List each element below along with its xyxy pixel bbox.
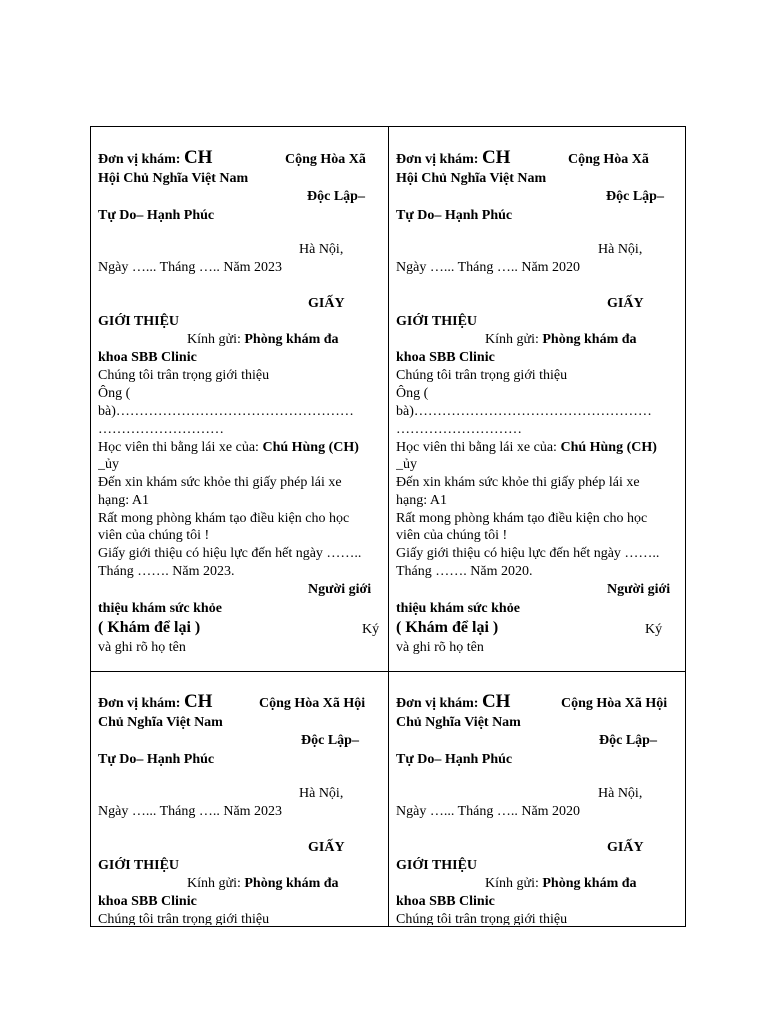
motto-line-1: Độc Lập– (307, 189, 365, 204)
student-label: Học viên thi bằng lái xe của: (98, 440, 259, 455)
nation-line-2: Hội Chủ Nghĩa Việt Nam (396, 171, 547, 186)
recipient-value-2: khoa SBB Clinic (98, 350, 197, 365)
validity-line-2: Tháng ……. Năm 2023. (98, 564, 235, 579)
unit-label: Đơn vị khám: (396, 152, 479, 167)
recipient-label: Kính gửi: (187, 876, 241, 891)
motto-line-2: Tự Do– Hạnh Phúc (98, 752, 215, 767)
sign-line-2: và ghi rõ họ tên (98, 640, 186, 655)
date-line: Ngày …... Tháng ….. Năm 2023 (98, 260, 283, 275)
request-line-2: viên của chúng tôi ! (98, 528, 210, 543)
motto-line-2: Tự Do– Hạnh Phúc (396, 208, 513, 223)
mr-line-2: bà)…………………………………………… (396, 404, 652, 419)
letters-table (90, 126, 686, 927)
mr-line-1: Ông ( (396, 386, 429, 401)
column-divider (388, 127, 389, 926)
unit-label: Đơn vị khám: (98, 696, 181, 711)
signer-line-1: Người giới (607, 582, 671, 597)
motto-line-2: Tự Do– Hạnh Phúc (396, 752, 513, 767)
nation-line-2: Hội Chủ Nghĩa Việt Nam (98, 171, 249, 186)
sign-line-1: Ký (362, 622, 380, 637)
unit-value: CH (481, 149, 511, 168)
date-line: Ngày …... Tháng ….. Năm 2020 (396, 804, 581, 819)
motto-line-1: Độc Lập– (599, 733, 657, 748)
recipient-value-1: Phòng khám đa (244, 876, 339, 891)
nation-line-1: Cộng Hòa Xã (568, 152, 649, 167)
purpose-line-1: Đến xin khám sức khỏe thi giấy phép lái xe (396, 475, 640, 490)
recipient-value-1: Phòng khám đa (542, 332, 637, 347)
nation-line-2: Chủ Nghĩa Việt Nam (396, 715, 521, 730)
mr-line-3: ……………………… (396, 422, 522, 437)
letter-bottom-right (396, 693, 681, 925)
recipient-label: Kính gửi: (485, 876, 539, 891)
title-line-2: GIỚI THIỆU (396, 314, 478, 329)
request-line-2: viên của chúng tôi ! (396, 528, 508, 543)
title-line-1: GIẤY (607, 840, 644, 855)
student-value: Chú Hùng (CH) (560, 440, 657, 455)
keep-note: ( Khám để lại ) (396, 619, 499, 636)
recipient-label: Kính gửi: (187, 332, 241, 347)
place: Hà Nội, (299, 786, 344, 801)
validity-line-1: Giấy giới thiệu có hiệu lực đến hết ngày …….. (98, 546, 362, 561)
motto-line-2: Tự Do– Hạnh Phúc (98, 208, 215, 223)
unit-value: CH (183, 149, 213, 168)
student-label: Học viên thi bằng lái xe của: (396, 440, 557, 455)
intro-line: Chúng tôi trân trọng giới thiệu (396, 368, 568, 383)
mr-line-3: ……………………… (98, 422, 224, 437)
purpose-line-2: hạng: A1 (98, 493, 149, 508)
recipient-value-2: khoa SBB Clinic (396, 894, 495, 909)
signer-line-2: thiệu khám sức khỏe (98, 601, 222, 616)
nation-line-1: Cộng Hòa Xã Hội (561, 696, 668, 711)
sign-line-1: Ký (645, 622, 663, 637)
recipient-value-2: khoa SBB Clinic (98, 894, 197, 909)
student-suffix: _ủy (396, 457, 417, 472)
recipient-label: Kính gửi: (485, 332, 539, 347)
row-divider (91, 671, 685, 672)
motto-line-1: Độc Lập– (301, 733, 359, 748)
title-line-2: GIỚI THIỆU (98, 314, 180, 329)
student-value: Chú Hùng (CH) (262, 440, 359, 455)
unit-value: CH (481, 693, 511, 712)
recipient-value-1: Phòng khám đa (542, 876, 637, 891)
letter-top-left (98, 149, 383, 667)
nation-line-1: Cộng Hòa Xã (285, 152, 366, 167)
mr-line-1: Ông ( (98, 386, 131, 401)
motto-line-1: Độc Lập– (606, 189, 664, 204)
student-suffix: _ủy (98, 457, 119, 472)
request-line-1: Rất mong phòng khám tạo điều kiện cho học (98, 511, 350, 526)
date-line: Ngày …... Tháng ….. Năm 2020 (396, 260, 581, 275)
nation-line-2: Chủ Nghĩa Việt Nam (98, 715, 223, 730)
letter-bottom-left (98, 693, 383, 925)
nation-line-1: Cộng Hòa Xã Hội (259, 696, 366, 711)
place: Hà Nội, (598, 786, 643, 801)
purpose-line-1: Đến xin khám sức khỏe thi giấy phép lái xe (98, 475, 342, 490)
intro-line: Chúng tôi trân trọng giới thiệu (98, 368, 270, 383)
title-line-1: GIẤY (308, 840, 345, 855)
mr-line-2: bà)…………………………………………… (98, 404, 354, 419)
signer-line-1: Người giới (308, 582, 372, 597)
date-line: Ngày …... Tháng ….. Năm 2023 (98, 804, 283, 819)
keep-note: ( Khám để lại ) (98, 619, 201, 636)
title-line-1: GIẤY (607, 296, 644, 311)
validity-line-2: Tháng ……. Năm 2020. (396, 564, 533, 579)
title-line-2: GIỚI THIỆU (98, 858, 180, 873)
unit-label: Đơn vị khám: (98, 152, 181, 167)
letter-top-right (396, 149, 681, 667)
purpose-line-2: hạng: A1 (396, 493, 447, 508)
title-line-2: GIỚI THIỆU (396, 858, 478, 873)
place: Hà Nội, (299, 242, 344, 257)
request-line-1: Rất mong phòng khám tạo điều kiện cho học (396, 511, 648, 526)
recipient-value-2: khoa SBB Clinic (396, 350, 495, 365)
place: Hà Nội, (598, 242, 643, 257)
intro-line: Chúng tôi trân trọng giới thiệu (98, 912, 270, 925)
recipient-value-1: Phòng khám đa (244, 332, 339, 347)
validity-line-1: Giấy giới thiệu có hiệu lực đến hết ngày …….. (396, 546, 660, 561)
intro-line: Chúng tôi trân trọng giới thiệu (396, 912, 568, 925)
signer-line-2: thiệu khám sức khỏe (396, 601, 520, 616)
sign-line-2: và ghi rõ họ tên (396, 640, 484, 655)
unit-value: CH (183, 693, 213, 712)
unit-label: Đơn vị khám: (396, 696, 479, 711)
title-line-1: GIẤY (308, 296, 345, 311)
